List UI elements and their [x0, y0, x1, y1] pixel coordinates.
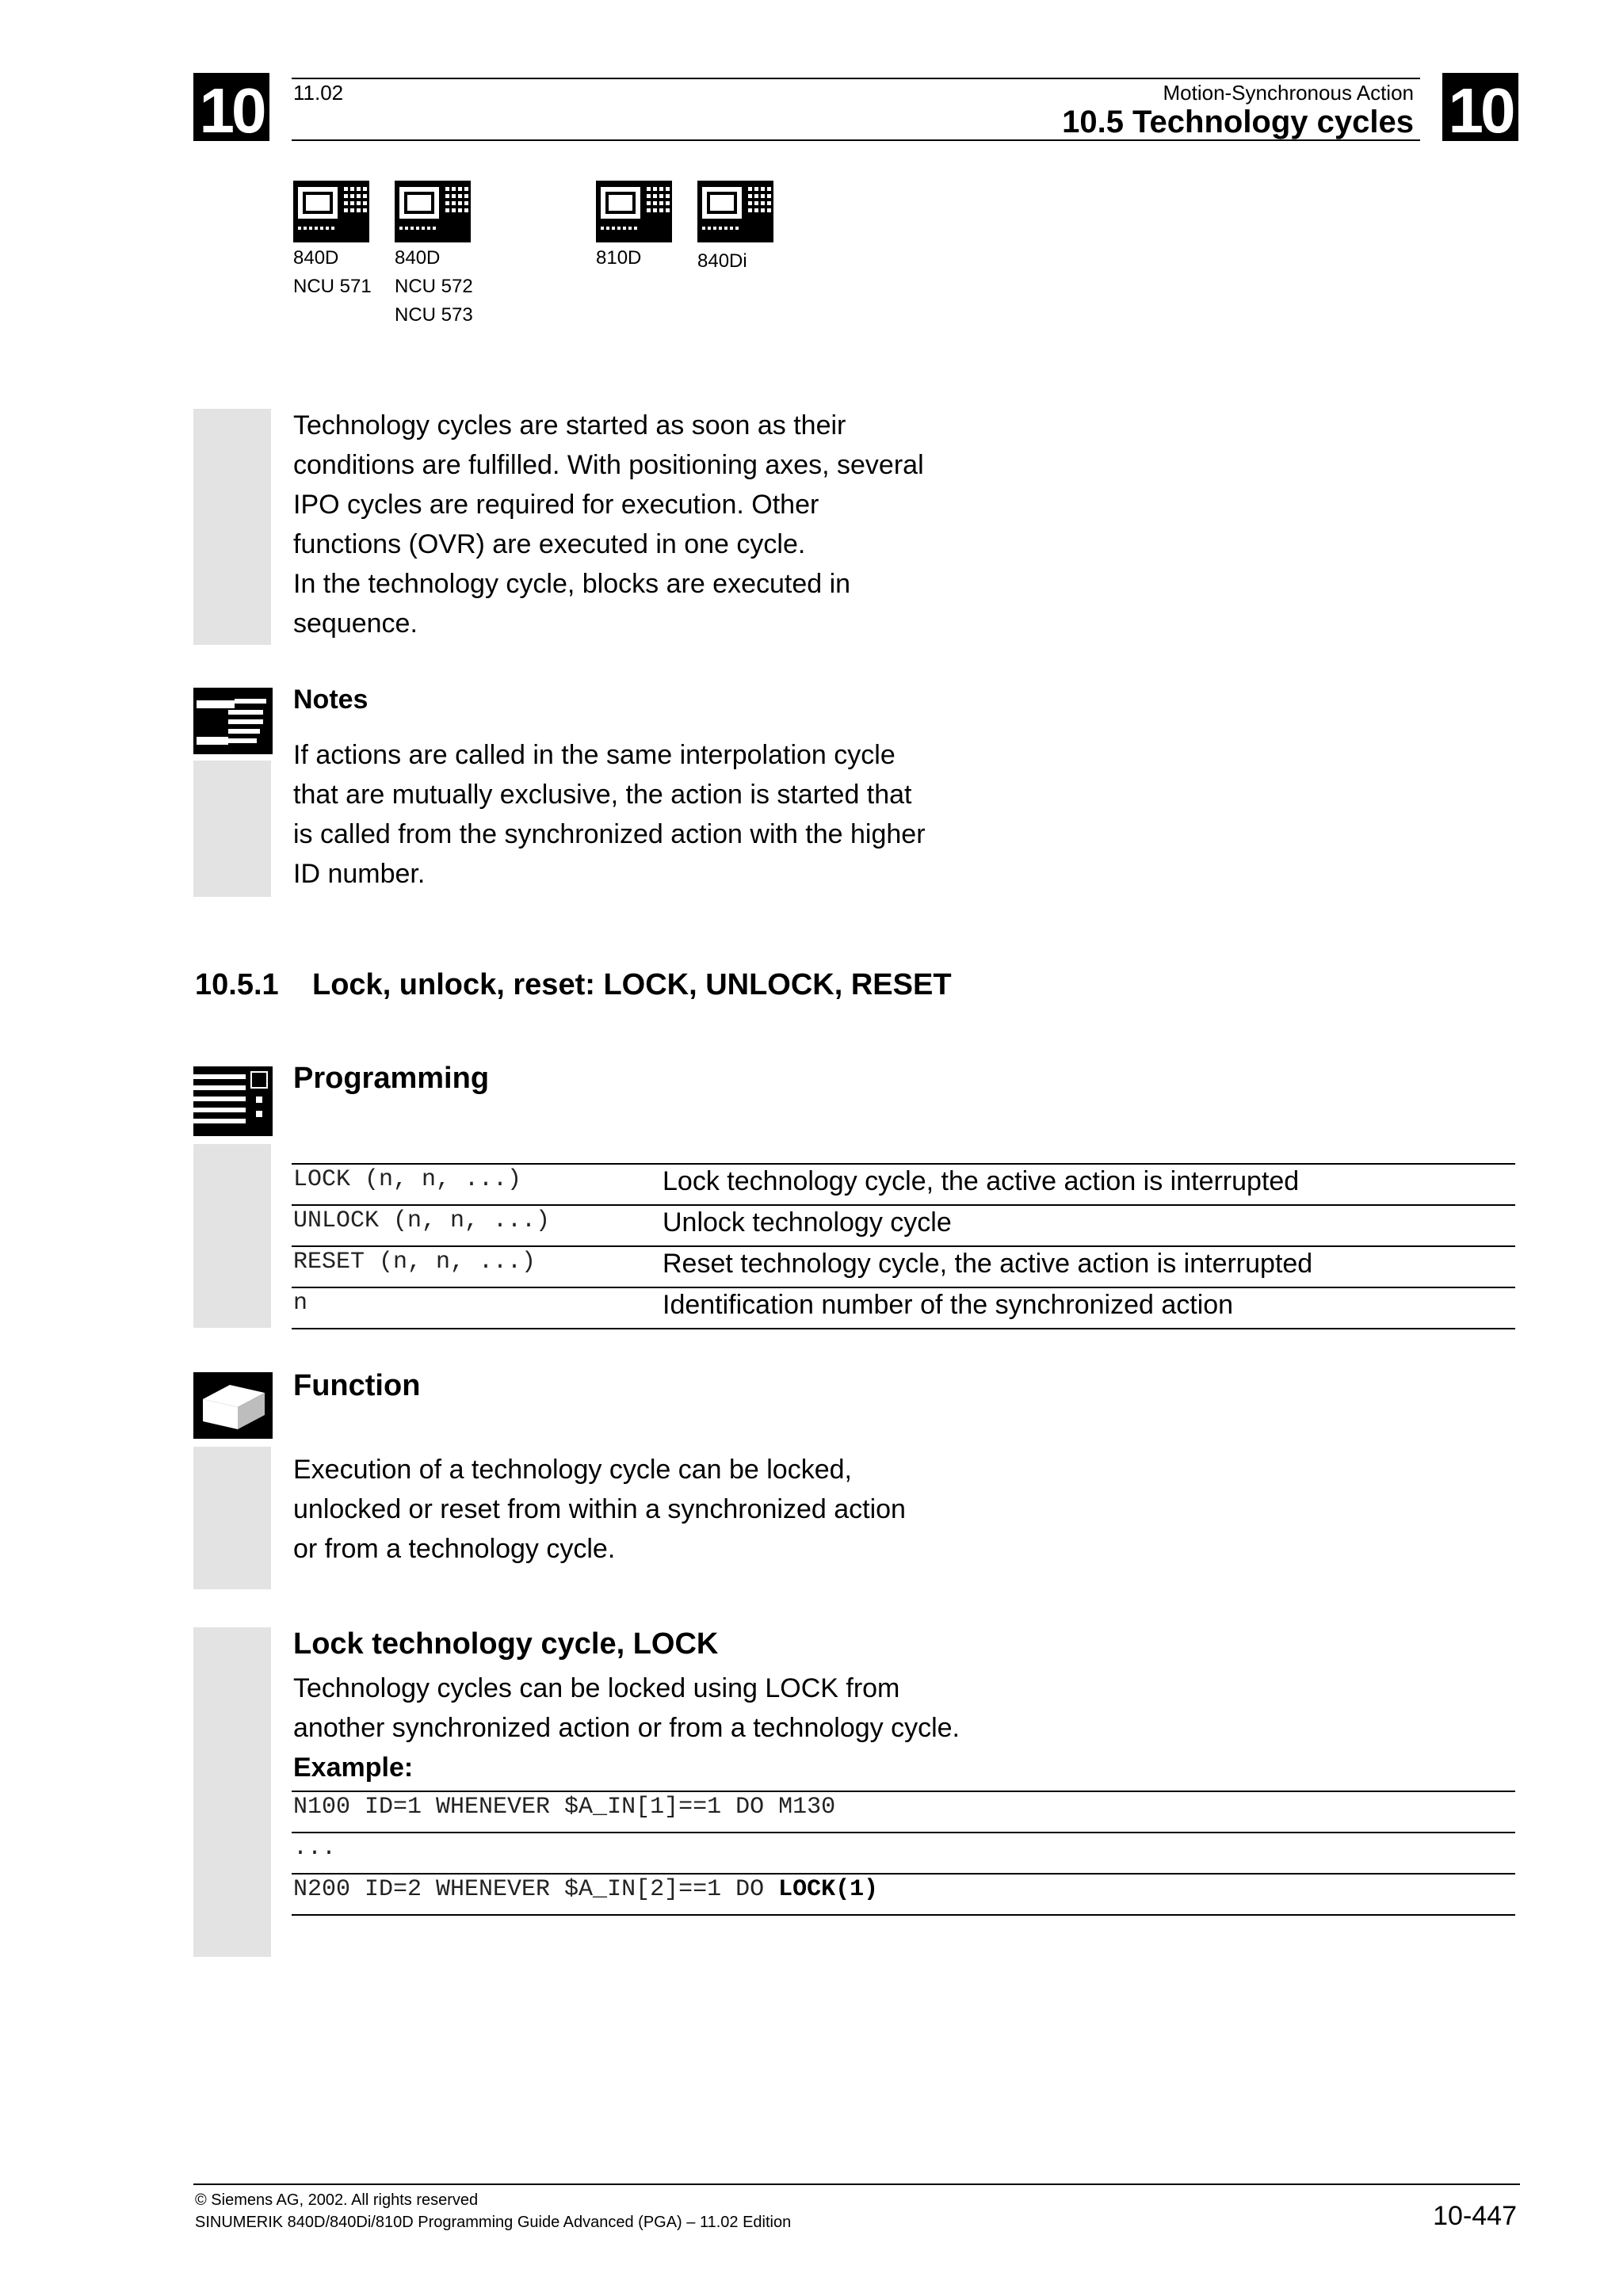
- control-ncu: NCU 571: [293, 276, 372, 297]
- control-840d-ncu572: [395, 181, 471, 242]
- table-rule: [292, 1832, 1515, 1833]
- footer-copyright: © Siemens AG, 2002. All rights reserved: [195, 2191, 479, 2209]
- text-line: functions (OVR) are executed in one cycle.: [293, 529, 806, 559]
- control-label: [293, 244, 372, 301]
- header-section-title: 10.5 Technology cycles: [1062, 105, 1414, 139]
- text-line: unlocked or reset from within a synchronized action: [293, 1494, 906, 1524]
- text-line: or from a technology cycle.: [293, 1534, 616, 1564]
- text-line: ID number.: [293, 859, 426, 889]
- text-line: that are mutually exclusive, the action is started that: [293, 780, 912, 810]
- notes-heading: Notes: [293, 685, 369, 715]
- text-line: sequence.: [293, 608, 418, 639]
- text-line: Technology cycles are started as soon as their: [293, 410, 846, 441]
- control-model: 810D: [596, 247, 642, 269]
- syntax-description: Reset technology cycle, the active action is interrupted: [663, 1249, 1313, 1279]
- table-rule: [292, 1204, 1515, 1206]
- syntax-description: Unlock technology cycle: [663, 1207, 952, 1238]
- text-line: Technology cycles can be locked using LOCK from: [293, 1673, 900, 1703]
- code-line: [293, 1794, 835, 1821]
- table-rule: [292, 1791, 1515, 1792]
- program-listing-icon: [193, 1066, 273, 1136]
- hand-pointer-icon: [193, 688, 273, 754]
- margin-bar: [193, 761, 271, 897]
- syntax-description: Lock technology cycle, the active action is interrupted: [663, 1166, 1300, 1196]
- control-ncu: NCU 572: [395, 276, 473, 297]
- code-text: N100 ID=1 WHENEVER $A_IN[1]==1 DO M130: [293, 1794, 836, 1821]
- table-rule: [292, 1914, 1515, 1916]
- control-model: 840D: [395, 247, 441, 269]
- control-panel-icon: [293, 181, 369, 242]
- function-paragraph: [293, 1450, 1006, 1569]
- table-rule: [292, 1163, 1515, 1165]
- syntax-code: LOCK (n, n, ...): [293, 1166, 522, 1193]
- code-text: ...: [293, 1835, 337, 1862]
- margin-bar: [193, 409, 271, 645]
- control-ncu: NCU 573: [395, 304, 473, 326]
- code-text: N200 ID=2 WHENEVER $A_IN[2]==1 DO: [293, 1876, 779, 1903]
- subsection-number: 10.5.1: [195, 968, 279, 1001]
- example-label: Example:: [293, 1753, 414, 1783]
- header-section-small: Motion-Synchronous Action: [1163, 81, 1414, 105]
- control-810d: [596, 181, 672, 242]
- control-panel-icon: [697, 181, 773, 242]
- text-line: In the technology cycle, blocks are executed in: [293, 569, 851, 599]
- control-panel-icon: [395, 181, 471, 242]
- footer-guide: SINUMERIK 840D/840Di/810D Programming Guide Advanced (PGA) – 11.02 Edition: [195, 2214, 792, 2231]
- chapter-number-left: 10: [193, 73, 269, 141]
- code-line: [293, 1876, 878, 1903]
- margin-bar: [193, 1447, 271, 1589]
- intro-paragraph: [293, 406, 1006, 643]
- footer-rule: [193, 2183, 1520, 2185]
- subsection-title: Lock, unlock, reset: LOCK, UNLOCK, RESET: [312, 968, 952, 1001]
- control-label: [596, 244, 641, 273]
- text-line: is called from the synchronized action with the higher: [293, 819, 926, 849]
- page-number: 10-447: [1433, 2201, 1517, 2231]
- text-line: Execution of a technology cycle can be locked,: [293, 1455, 852, 1485]
- notes-paragraph: [293, 735, 1006, 894]
- programming-heading: Programming: [293, 1062, 490, 1095]
- cube-icon: [193, 1372, 273, 1439]
- table-rule: [292, 1328, 1515, 1329]
- table-rule: [292, 1873, 1515, 1875]
- lock-heading: Lock technology cycle, LOCK: [293, 1627, 719, 1661]
- table-rule: [292, 1245, 1515, 1247]
- header-bottom-rule: [292, 139, 1420, 141]
- text-line: If actions are called in the same interpolation cycle: [293, 740, 896, 770]
- syntax-code: RESET (n, n, ...): [293, 1249, 537, 1276]
- syntax-description: Identification number of the synchronized action: [663, 1290, 1234, 1320]
- code-line: [293, 1835, 336, 1862]
- text-line: conditions are fulfilled. With positioning axes, several: [293, 450, 924, 480]
- code-keyword: LOCK(1): [778, 1876, 879, 1903]
- margin-bar: [193, 1627, 271, 1957]
- control-model: 840Di: [697, 250, 747, 272]
- text-line: IPO cycles are required for execution. Other: [293, 490, 819, 520]
- syntax-code: n: [293, 1290, 308, 1317]
- lock-paragraph: [293, 1669, 1086, 1748]
- syntax-code: UNLOCK (n, n, ...): [293, 1207, 551, 1234]
- function-heading: Function: [293, 1369, 421, 1402]
- margin-bar: [193, 1144, 271, 1328]
- chapter-number-right: 10: [1442, 73, 1518, 141]
- control-840di: [697, 181, 773, 242]
- control-panel-icon: [596, 181, 672, 242]
- control-label: [697, 247, 747, 276]
- control-model: 840D: [293, 247, 339, 269]
- control-label: [395, 244, 473, 330]
- header-date: 11.02: [293, 81, 344, 105]
- header-top-rule: [292, 78, 1420, 79]
- text-line: another synchronized action or from a technology cycle.: [293, 1713, 960, 1743]
- control-840d-ncu571: [293, 181, 369, 242]
- table-rule: [292, 1287, 1515, 1288]
